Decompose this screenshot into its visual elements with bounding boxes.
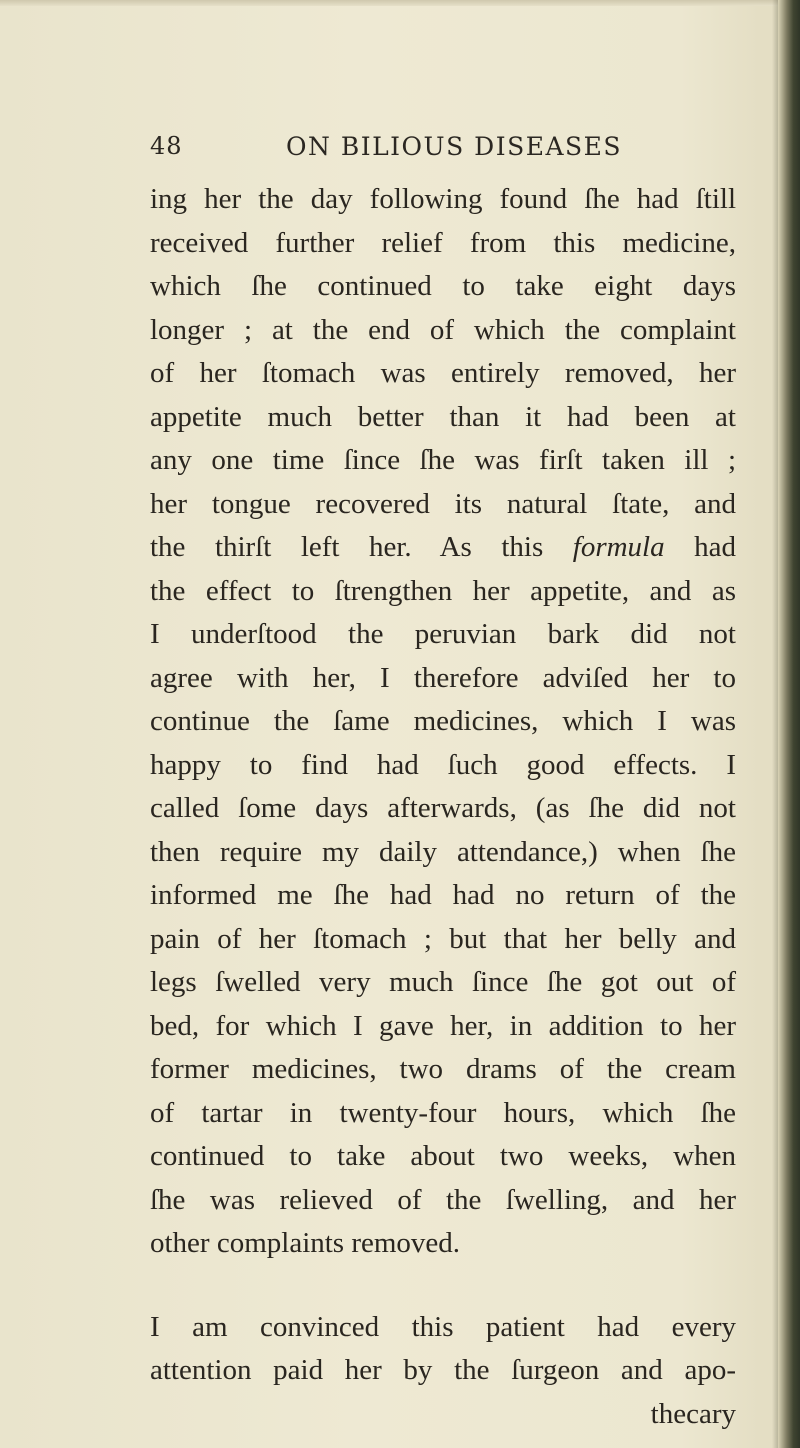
- running-head: [150, 132, 750, 168]
- text-line: ing her the day following found ſhe had ſtill: [150, 183, 736, 215]
- running-title: ON BILIOUS DISEASES: [286, 132, 623, 161]
- italic-word-formula: formula: [572, 531, 665, 563]
- text-line: longer ; at the end of which the complaint: [150, 313, 736, 346]
- text-line: happy to find had ſuch good effects. I: [150, 748, 736, 781]
- text-line: her tongue recovered its natural ſtate, and: [150, 487, 736, 520]
- text-line: other complaints removed.: [150, 1227, 461, 1259]
- paragraph-gap: [150, 1266, 736, 1306]
- page-top-edge: [0, 0, 800, 6]
- text-line: bed, for which I gave her, in addition to her: [150, 1009, 736, 1042]
- text-line: appetite much better than it had been at: [150, 400, 736, 433]
- text-line: of her ſtomach was entirely removed, her: [150, 357, 736, 389]
- text-line: legs ſwelled very much ſince ſhe got out of: [150, 966, 736, 998]
- text-line: attention paid her by the ſurgeon and apo-: [150, 1354, 736, 1386]
- text-line: which ſhe continued to take eight days: [150, 270, 736, 302]
- text-segment: had: [694, 531, 736, 563]
- text-line: I am convinced this patient had every: [150, 1310, 736, 1343]
- text-line: the effect to ſtrengthen her appetite, and as: [150, 574, 736, 607]
- text-line: ſhe was relieved of the ſwelling, and her: [150, 1183, 736, 1216]
- catchword: thecary: [650, 1397, 736, 1430]
- book-binding-edge: [778, 0, 800, 1448]
- text-line: former medicines, two drams of the cream: [150, 1053, 736, 1085]
- text-line: continue the ſame medicines, which I was: [150, 705, 736, 737]
- text-line: I underſtood the peruvian bark did not: [150, 618, 736, 650]
- text-line: continued to take about two weeks, when: [150, 1140, 736, 1172]
- text-line: informed me ſhe had had no return of the: [150, 879, 736, 911]
- text-line: agree with her, I therefore adviſed her to: [150, 661, 736, 694]
- text-line: then require my daily attendance,) when ſhe: [150, 835, 736, 868]
- text-line: any one time ſince ſhe was firſt taken ill ;: [150, 444, 736, 476]
- page-number: 48: [150, 132, 183, 160]
- text-line: pain of her ſtomach ; but that her belly and: [150, 922, 736, 955]
- text-line: [150, 526, 736, 570]
- text-line: of tartar in twenty-four hours, which ſhe: [150, 1096, 736, 1129]
- body-text: [150, 178, 736, 1436]
- text-segment: the thirſt left her. As this: [150, 531, 544, 563]
- text-line: received further relief from this medicine,: [150, 226, 736, 259]
- text-line: called ſome days afterwards, (as ſhe did not: [150, 792, 736, 824]
